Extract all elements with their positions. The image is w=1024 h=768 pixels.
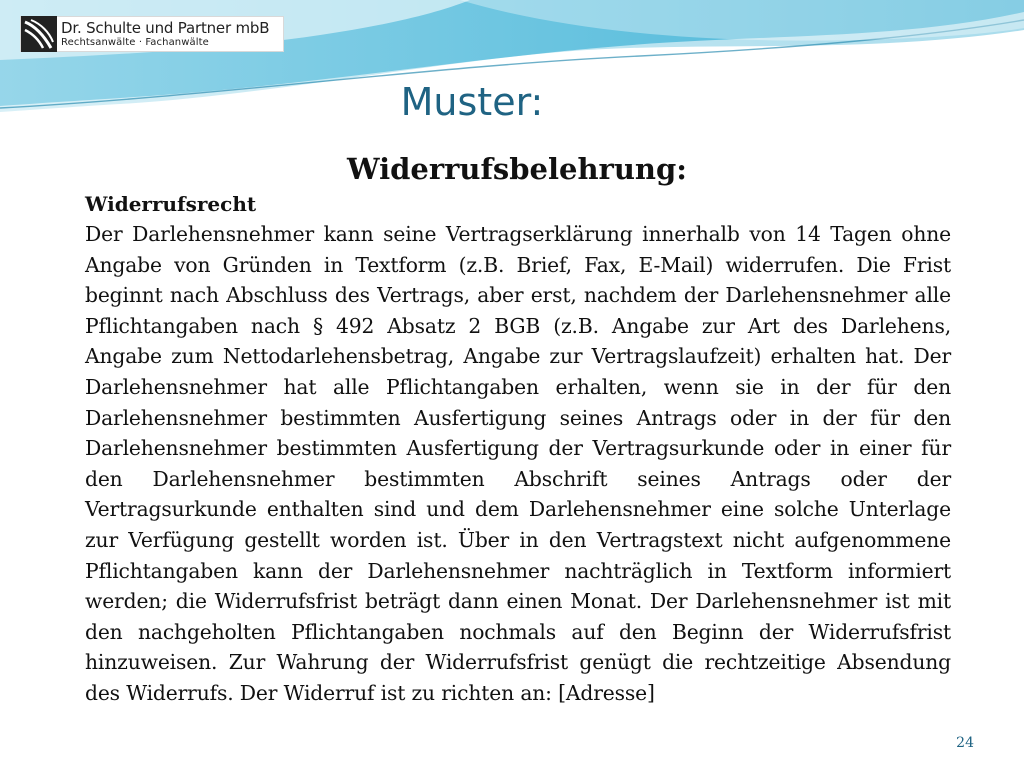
- logo-company-name: Dr. Schulte und Partner mbB: [61, 19, 270, 37]
- logo-text: [57, 20, 269, 48]
- logo-subtitle: Rechtsanwälte · Fachanwälte: [61, 37, 209, 48]
- page-number: 24: [956, 735, 974, 751]
- company-logo: [20, 16, 284, 52]
- body-paragraph: Der Darlehensnehmer kann seine Vertragserklärung innerhalb von 14 Tagen ohne Angabe von Gründen in Textform (z.B. Brief, Fax, E-Mail) widerrufen. Die Frist beginnt nach Abschluss des Vertrags, aber erst, nachdem der Darlehensnehmer alle Pflichtangaben nach § 492 Absatz 2 BGB (z.B. Angabe zur Art des Darlehens, Angabe zum Nettodarlehensbetrag, Angabe zur Vertragslaufzeit) erhalten hat. Der Darlehensnehmer hat alle Pflichtangaben erhalten, wenn sie in der für den Darlehensnehmer bestimmten Ausfertigung seines Antrags oder in der für den Darlehensnehmer bestimmten Ausfertigung der Vertragsurkunde oder in einer für den Darlehensnehmer bestimmten Abschrift seines Antrags oder der Vertragsurkunde enthalten sind und dem Darlehensnehmer eine solche Unterlage zur Verfügung gestellt worden ist. Über in den Vertragstext nicht aufgenommene Pflichtangaben kann der Darlehensnehmer nachträglich in Textform informiert werden; die Widerrufsfrist beträgt dann einen Monat. Der Darlehensnehmer ist mit den nachgeholten Pflichtangaben nochmals auf den Beginn der Widerrufsfrist hinzuweisen. Zur Wahrung der Widerrufsfrist genügt die rechtzeitige Absendung des Widerrufs. Der Widerruf ist zu richten an: [Adresse]: [85, 222, 951, 705]
- document-title: Widerrufsbelehrung:: [347, 152, 687, 186]
- section-heading: Widerrufsrecht: [85, 192, 257, 216]
- logo-emblem-icon: [21, 16, 57, 52]
- slide-title: Muster:: [400, 80, 544, 124]
